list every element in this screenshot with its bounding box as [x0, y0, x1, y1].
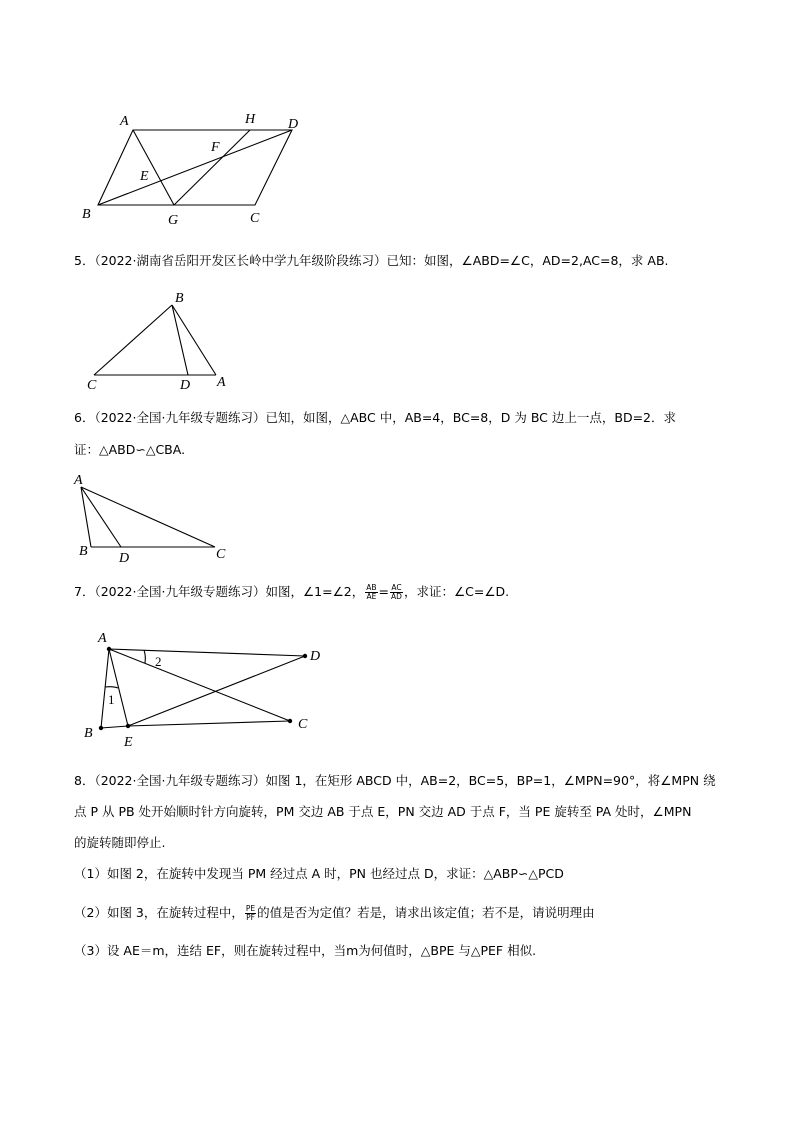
figure-q6: [70, 470, 240, 565]
q8-source: （2022·全国·九年级专题练习）: [94, 773, 266, 788]
q6-number: 6．: [74, 410, 95, 425]
angle-2-label: 2: [155, 654, 162, 669]
q8-frac-den: PF: [246, 913, 255, 922]
q6-source: （2022·全国·九年级专题练习）: [94, 410, 266, 425]
q7-source: （2022·全国·九年级专题练习）: [94, 584, 266, 599]
q8-fraction-pe-pf: [245, 905, 256, 922]
label-E: E: [140, 169, 149, 184]
label-D: D: [310, 649, 321, 664]
q8-text-line2: [74, 802, 734, 822]
angle-2-arc: [144, 650, 145, 663]
segment-ab: [101, 649, 109, 728]
segment-cb: [94, 305, 172, 375]
q6-body-1: 已知，如图，△ABC 中，AB=4，BC=8，D 为 BC 边上一点，BD=2．求: [265, 410, 677, 425]
label-C: C: [87, 378, 97, 393]
point-D: [303, 654, 307, 658]
q8-frac-num: PE: [245, 904, 256, 913]
q8-part2-after: 的值是否为定值？若是，请求出该定值；若不是，请说明理由: [257, 905, 595, 920]
q6-text-line2: [74, 440, 734, 460]
q8-part1-text: （1）如图 2，在旋转中发现当 PM 经过点 A 时，PN 也经过点 D，求证：△ABP∽△PCD: [74, 866, 564, 881]
q8-number: 8．: [74, 773, 95, 788]
segment-be: [101, 726, 128, 728]
q7-body-before: 如图，∠1=∠2，: [265, 584, 365, 599]
label-D: D: [119, 551, 130, 566]
q8-part3-text: （3）设 AE＝m，连结 EF，则在旋转过程中，当m为何值时，△BPE 与△PEF 相似.: [74, 943, 537, 958]
label-B: B: [79, 544, 88, 559]
label-C: C: [298, 717, 308, 732]
q7-text: [74, 582, 734, 602]
angle-1-label: 1: [108, 692, 115, 707]
label-C: C: [216, 547, 226, 562]
segment-ba: [172, 305, 216, 375]
q7-frac1-den: AE: [366, 592, 377, 601]
q7-frac1-num: AB: [366, 583, 377, 592]
segment-ag: [133, 130, 174, 205]
segment-ec: [128, 721, 290, 726]
label-D: D: [288, 117, 299, 132]
q8-body-3: 的旋转随即停止.: [74, 835, 166, 850]
q7-body-after: ，求证：∠C=∠D.: [403, 584, 510, 599]
segment-bd: [172, 305, 188, 375]
q6-text-line1: [74, 408, 734, 428]
point-C: [288, 719, 292, 723]
q5-body: 已知：如图，∠ABD=∠C，AD=2,AC=8，求 AB.: [386, 253, 669, 268]
label-C: C: [250, 211, 260, 226]
q6-body-2: 证：△ABD∽△CBA.: [74, 442, 186, 457]
q8-body-1: 如图 1，在矩形 ABCD 中，AB=2，BC=5，BP=1，∠MPN=90°，将∠MPN 绕: [265, 773, 716, 788]
q8-part-3: [74, 941, 734, 961]
point-B: [99, 726, 103, 730]
q8-body-2: 点 P 从 PB 处开始顺时针方向旋转，PM 交边 AB 于点 E，PN 交边 AD 于点 F，当 PE 旋转至 PA 处时，∠MPN: [74, 804, 692, 819]
q7-fraction-ab-ae: [365, 584, 377, 601]
figure-q7: [80, 625, 340, 755]
label-F: F: [211, 140, 220, 155]
q8-text-line3: [74, 833, 734, 853]
segment-ad: [109, 649, 305, 656]
q7-equals: =: [378, 584, 390, 599]
q8-part-1: [74, 864, 734, 884]
label-A: A: [74, 473, 83, 488]
segment-ac: [109, 649, 290, 721]
q7-number: 7．: [74, 584, 95, 599]
q5-source: （2022·湖南省岳阳开发区长岭中学九年级阶段练习）: [94, 253, 387, 268]
q8-part-2: [74, 903, 734, 923]
label-A: A: [120, 114, 129, 129]
figure-parallelogram: [80, 108, 320, 228]
segment-ae: [109, 649, 128, 726]
q8-part2-before: （2）如图 3，在旋转过程中，: [74, 905, 244, 920]
label-D: D: [180, 378, 191, 393]
segment-ab: [81, 487, 91, 547]
label-E: E: [124, 735, 133, 750]
label-A: A: [217, 375, 226, 390]
q8-text-line1: [74, 771, 734, 791]
label-B: B: [84, 726, 93, 741]
q7-fraction-ac-ad: [390, 584, 403, 601]
angle-1-arc: [105, 687, 118, 688]
figure-q5: [84, 288, 244, 393]
label-H: H: [245, 112, 256, 127]
point-E: [126, 724, 130, 728]
q7-frac2-num: AC: [391, 583, 402, 592]
label-B: B: [175, 291, 184, 306]
segment-bd: [98, 130, 292, 205]
label-A: A: [98, 631, 107, 646]
label-G: G: [168, 213, 179, 228]
q5-number: 5．: [74, 253, 95, 268]
q7-frac2-den: AD: [391, 592, 402, 601]
q5-text: [74, 251, 734, 271]
point-A: [107, 647, 111, 651]
label-B: B: [82, 207, 91, 222]
